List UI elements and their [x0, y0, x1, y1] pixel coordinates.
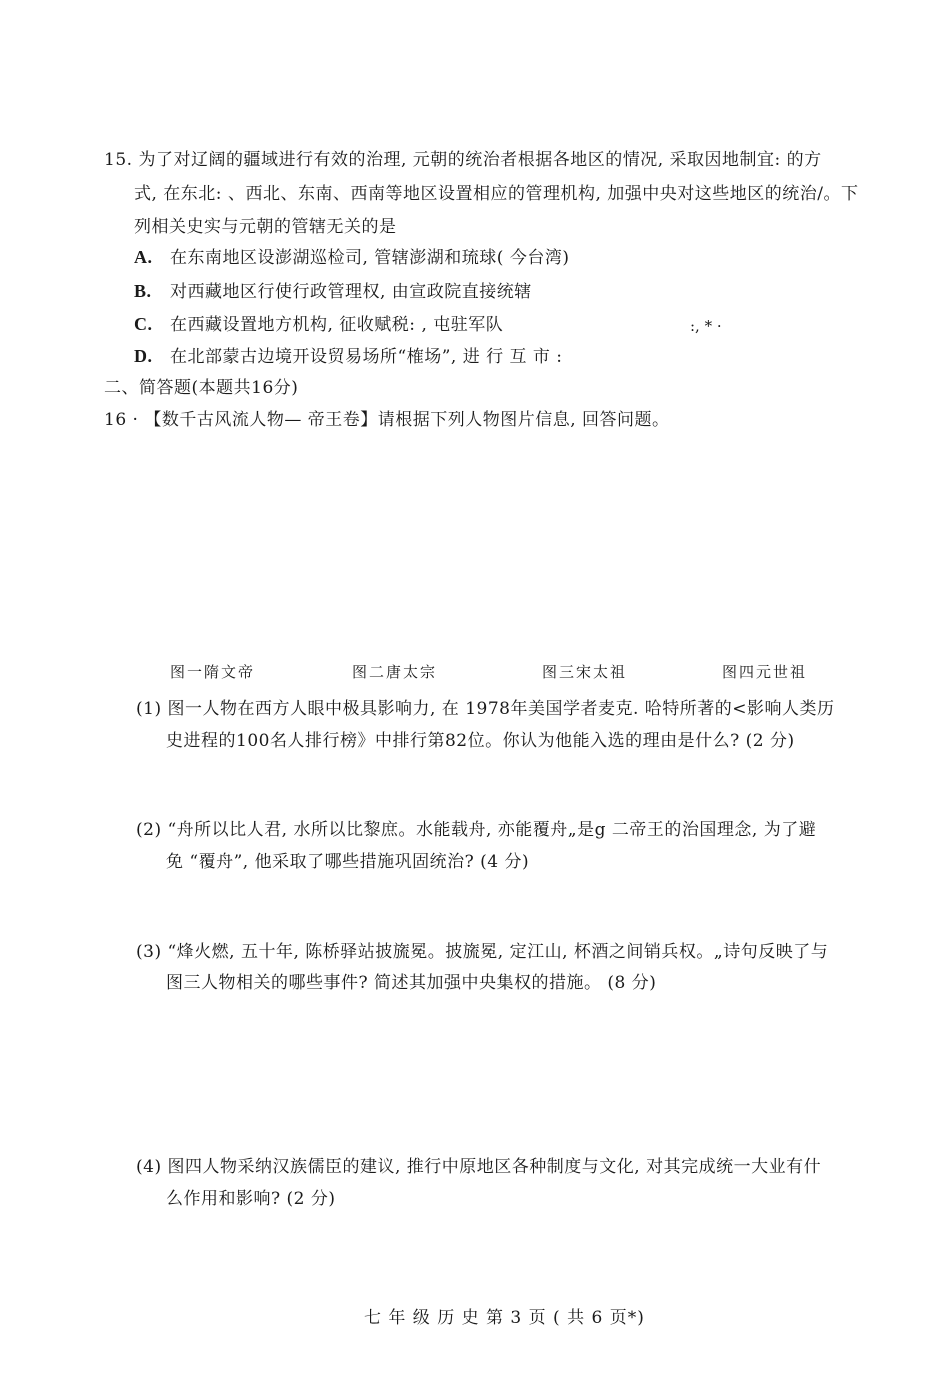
q15-stem-line-3: 列相关史实与元朝的管辖无关的是	[134, 217, 397, 237]
q16-sub1-line-2: 史进程的100名人排行榜》中排行第82位。你认为他能入选的理由是什么? (2 分)	[166, 731, 795, 751]
caption-figure-2: 图二唐太宗	[352, 663, 438, 681]
page-footer: 七 年 级 历 史 第 3 页 ( 共 6 页*)	[364, 1308, 645, 1328]
option-text: 在北部蒙古边境开设贸易场所“榷场”, 进 行 互 市 :	[170, 347, 563, 367]
q16-sub2-line-1: (2) “舟所以比人君, 水所以比黎庶。水能载舟, 亦能覆舟„是g 二帝王的治国理念, 为了避	[136, 820, 817, 840]
q16-sub3-line-1: (3) “烽火燃, 五十年, 陈桥驿站披旒冕。披旒冕, 定江山, 杯酒之间销兵权。„诗句反映了与	[136, 942, 829, 962]
q15-stem-line-1: 15. 为了对辽阔的疆域进行有效的治理, 元朝的统治者根据各地区的情况, 采取因地制宜: 的方	[104, 150, 822, 170]
section-heading: 二、简答题(本题共16分)	[104, 378, 299, 398]
caption-figure-1: 图一隋文帝	[170, 663, 256, 681]
q16-stem: 16 · 【数千古风流人物— 帝王卷】请根据下列人物图片信息, 回答问题。	[104, 410, 670, 430]
q16-sub4-line-1: (4) 图四人物采纳汉族儒臣的建议, 推行中原地区各种制度与文化, 对其完成统一大业有什	[136, 1157, 822, 1177]
portrait-images-area	[130, 440, 890, 650]
option-letter: D.	[134, 346, 153, 366]
q15-option-c	[134, 312, 503, 337]
q16-sub3-line-2: 图三人物相关的哪些事件? 简述其加强中央集权的措施。 (8 分)	[166, 973, 657, 993]
option-letter: B.	[134, 281, 152, 301]
caption-figure-4: 图四元世祖	[722, 663, 808, 681]
q16-sub2-line-2: 免 “覆舟”, 他采取了哪些措施巩固统治? (4 分)	[166, 852, 530, 872]
option-text: 在西藏设置地方机构, 征收赋税: , 屯驻军队	[170, 315, 504, 335]
stray-marks: :, * ·	[690, 317, 722, 335]
q15-stem-line-2: 式, 在东北: 、西北、东南、西南等地区设置相应的管理机构, 加强中央对这些地区的统治/。下	[134, 184, 859, 204]
q16-sub4-line-2: 么作用和影响? (2 分)	[166, 1189, 336, 1209]
q16-sub1-line-1: (1) 图一人物在西方人眼中极具影响力, 在 1978年美国学者麦克. 哈特所著的<影响人类历	[136, 699, 835, 719]
q15-option-a	[134, 245, 569, 270]
caption-figure-3: 图三宋太祖	[542, 663, 628, 681]
option-text: 在东南地区设澎湖巡检司, 管辖澎湖和琉球( 今台湾)	[170, 248, 570, 268]
q15-option-b	[134, 279, 532, 304]
option-letter: C.	[134, 314, 153, 334]
q15-option-d	[134, 344, 563, 369]
option-letter: A.	[134, 247, 153, 267]
option-text: 对西藏地区行使行政管理权, 由宣政院直接统辖	[170, 282, 532, 302]
